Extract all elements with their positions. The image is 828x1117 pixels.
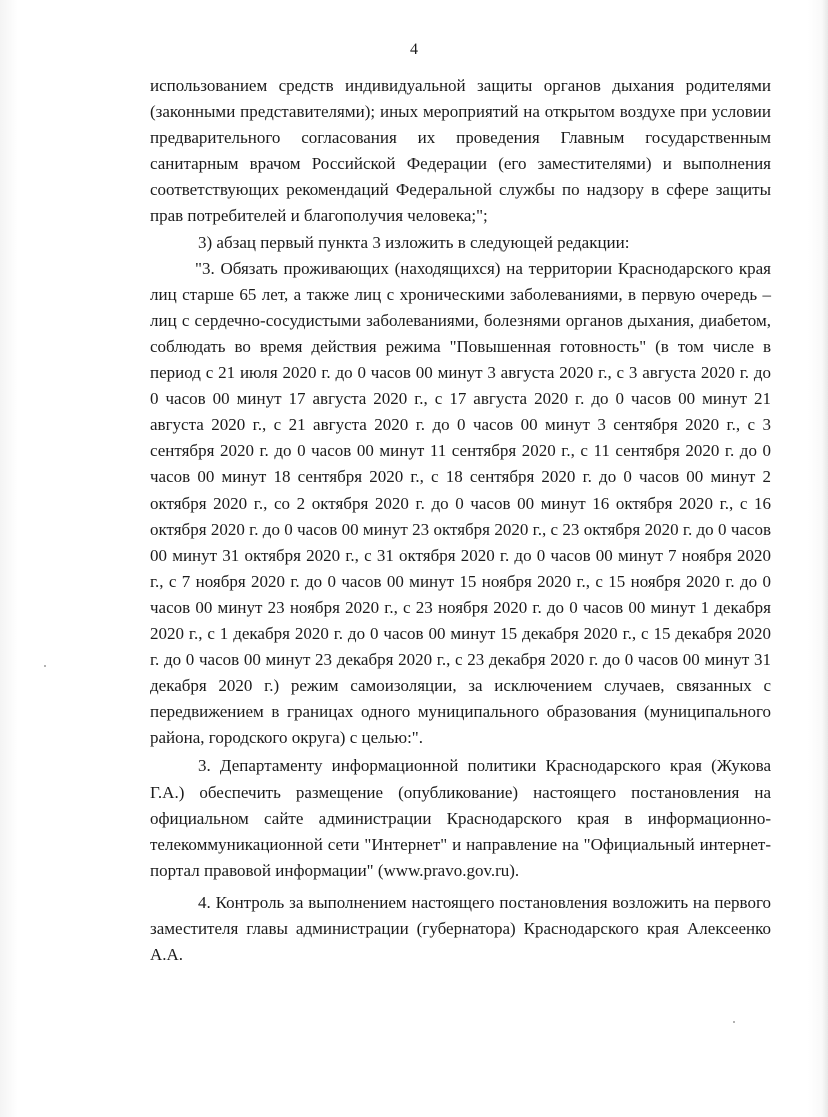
scan-speck (733, 1021, 735, 1023)
paragraph-continuation: использованием средств индивидуальной защиты органов дыхания родителями (законными представителями); иных мероприятий на открытом воздухе при условии предварительного согласования их проведения Главным государственным санитарным врачом Российской Федерации (его заместителями) и выполнения соответствующих рекомендаций Федеральной службы по надзору в сфере защиты прав потребителей и благополучия человека;"; (150, 76, 771, 226)
paragraph-amendment-text: "3. Обязать проживающих (находящихся) на территории Краснодарского края лиц старше 65 лет, а также лиц с хроническими заболеваниями, в первую очередь – лиц с сердечно-сосудистыми заболеваниями, болезнями органов дыхания, диабетом, соблюдать во время действия режима "Повышенная готовность" (в том числе в период с 21 июля 2020 г. до 0 часов 00 минут 3 августа 2020 г., с 3 августа 2020 г. до 0 часов 00 минут 17 августа 2020 г., с 17 августа 2020 г. до 0 часов 00 минут 21 августа 2020 г., с 21 августа 2020 г. до 0 часов 00 минут 3 сентября 2020 г., с 3 сентября 2020 г. до 0 часов 00 минут 11 сентября 2020 г., с 11 сентября 2020 г. до 0 часов 00 минут 18 сентября 2020 г., с 18 сентября 2020 г. до 0 часов 00 минут 2 октября 2020 г., со 2 октября 2020 г. до 0 часов 00 минут 16 октября 2020 г., с 16 октября 2020 г. до 0 часов 00 минут 23 октября 2020 г., с 23 октября 2020 г. до 0 часов 00 минут 31 октября 2020 г., с 31 октября 2020 г. до 0 часов 00 минут 7 ноября 2020 г., с 7 ноября 2020 г. до 0 часов 00 минут 15 ноября 2020 г., с 15 ноября 2020 г. до 0 часов 00 минут 23 ноября 2020 г., с 23 ноября 2020 г. до 0 часов 00 минут 1 декабря 2020 г., с 1 декабря 2020 г. до 0 часов 00 минут 15 декабря 2020 г., с 15 декабря 2020 г. до 0 часов 00 минут 23 декабря 2020 г., с 23 декабря 2020 г. до 0 часов 00 минут 31 декабря 2020 г.) режим самоизоляции, за исключением случаев, связанных с передвижением в границах одного муниципального образования (муниципального района, городского округа) с целью:". (150, 258, 771, 748)
paragraph-item-4: 4. Контроль за выполнением настоящего постановления возложить на первого заместителя главы администрации (губернатора) Краснодарского края Алексеенко А.А. (150, 892, 771, 965)
scan-speck (44, 665, 46, 667)
paragraph-item-3: 3. Департаменту информационной политики Краснодарского края (Жукова Г.А.) обеспечить размещение (опубликование) настоящего постановления на официальном сайте администрации Краснодарского края в информационно-телекоммуникационной сети "Интернет" и направление на "Официальный интернет-портал правовой информации" (www.pravo.gov.ru). (150, 756, 771, 880)
document-body (150, 73, 771, 968)
page-edge-shadow (822, 0, 828, 1117)
page-number: 4 (410, 41, 418, 58)
paragraph-amendment-intro: 3) абзац первый пункта 3 изложить в следующей редакции: (198, 232, 630, 252)
